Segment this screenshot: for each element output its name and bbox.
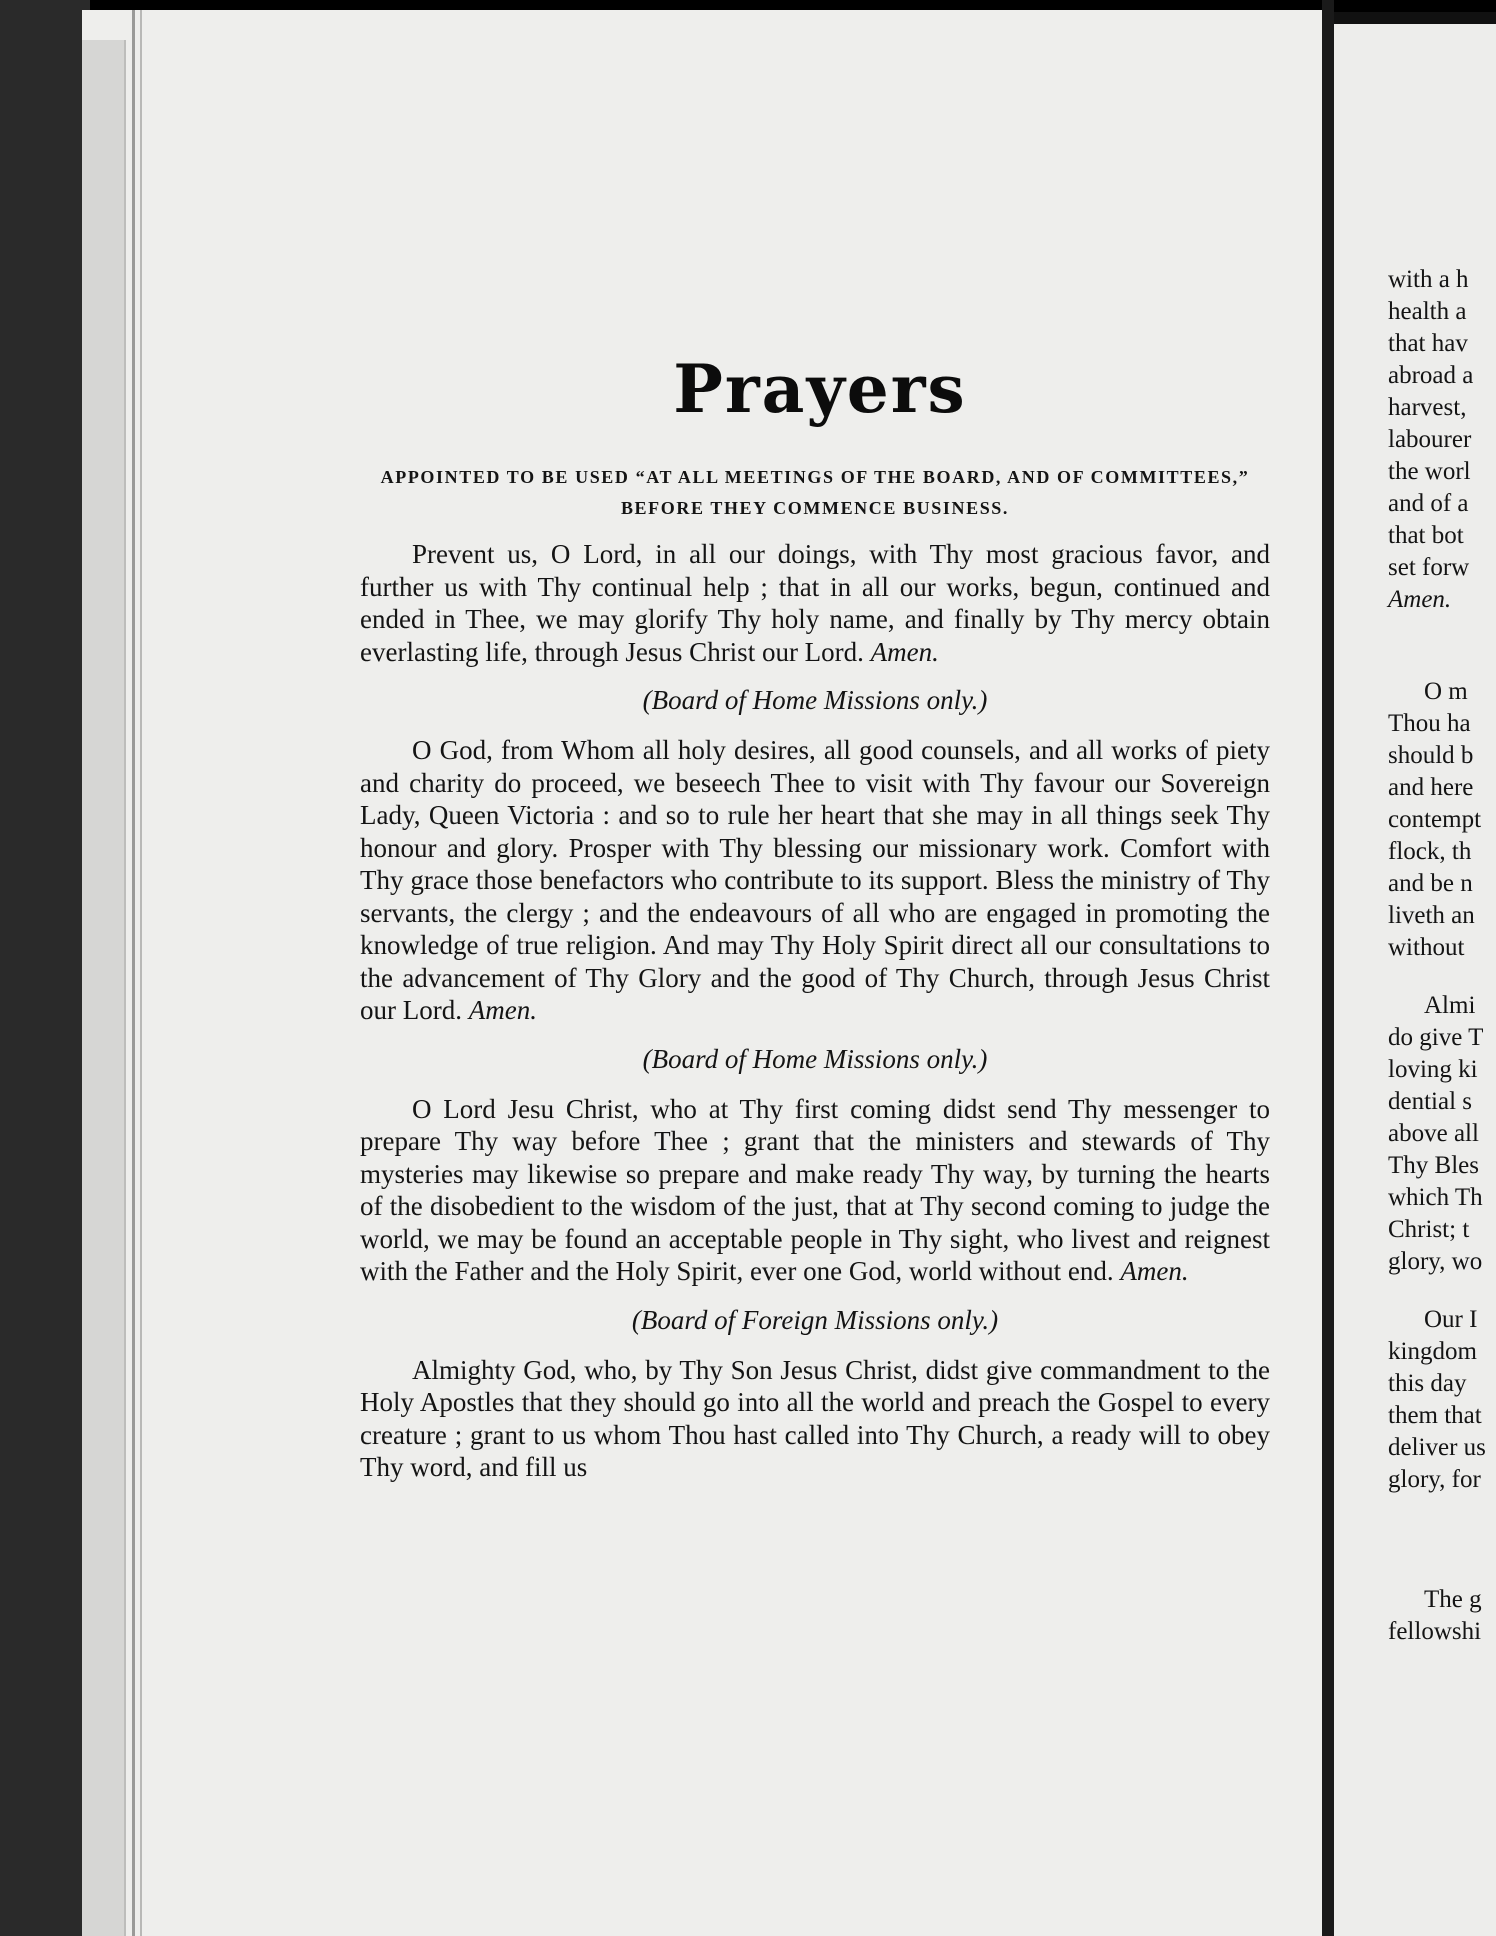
prayer-text (360, 734, 1270, 1027)
page-title: Prayers (673, 350, 967, 428)
prayer-body: O God, from Whom all holy desires, all good counsels, and all works of piety and charity do proceed, we beseech Thee to visit with Thy favour our Sovereign Lady, Queen Victoria : and so to rule her heart that she may in all things seek Thy honour and glory. Prosper with Thy blessing our missionary work. Comfort with Thy grace those benefactors who contribute to its support. Bless the ministry of Thy servants, the clergy ; and the endeavours of all who are engaged in promoting the knowledge of true religion. And may Thy Holy Spirit direct all our consultations to the advancement of Thy Glory and the good of Thy Church, through Jesus Christ our Lord. (360, 735, 1270, 1025)
page-edge-line (132, 10, 135, 1936)
facing-line: Christ; t (1388, 1216, 1470, 1243)
prayer-text (360, 1354, 1270, 1484)
facing-line: liveth an (1388, 902, 1475, 929)
facing-line: this day (1388, 1370, 1467, 1397)
facing-line: without (1388, 934, 1465, 961)
facing-line: that bot (1388, 522, 1464, 549)
facing-line: glory, for (1388, 1466, 1481, 1493)
facing-line: do give T (1388, 1024, 1484, 1051)
prayer-body: Almighty God, who, by Thy Son Jesus Christ, didst give commandment to the Holy Apostles that they should go into all the world and preach the Gospel to every creature ; grant to us whom Thou hast called into Thy Church, a ready will to obey Thy word, and fill us (360, 1354, 1270, 1482)
prayer-heading: (Board of Foreign Missions only.) (631, 1304, 999, 1335)
prayer-text (360, 538, 1270, 668)
prayer (360, 1043, 1270, 1288)
facing-line: O m (1424, 678, 1468, 705)
facing-line: contempt (1388, 806, 1482, 833)
facing-line: above all (1388, 1120, 1479, 1147)
facing-line: set forw (1388, 554, 1470, 581)
book-gutter (1322, 0, 1334, 1936)
right-page (1334, 24, 1496, 1936)
prayers-page-content (360, 350, 1270, 1484)
scan-border-left (0, 0, 90, 1936)
prayer-text (360, 1093, 1270, 1288)
facing-line: glory, wo (1388, 1248, 1483, 1275)
prayer (360, 684, 1270, 1027)
facing-line: them that (1388, 1402, 1482, 1429)
amen: Amen. (468, 995, 537, 1025)
facing-line: loving ki (1388, 1056, 1478, 1083)
facing-line: Amen. (1388, 586, 1452, 613)
book-page-edges (82, 40, 126, 1936)
amen: Amen. (870, 636, 939, 667)
prayer-body: Prevent us, O Lord, in all our doings, with Thy most gracious favor, and further us with Thy continual help ; that in all our works, begun, continued and ended in Thee, we may glorify Thy holy name, and finally by Thy mercy obtain everlasting life, through Jesus Christ our Lord. (360, 539, 1270, 667)
amen: Amen. (1120, 1256, 1189, 1286)
prayer (360, 1304, 1270, 1484)
prayer (360, 538, 1270, 668)
facing-line: fellowshi (1388, 1618, 1482, 1645)
facing-line: with a h (1388, 266, 1469, 293)
prayer-heading: (Board of Home Missions only.) (642, 685, 988, 715)
facing-line: The g (1424, 1586, 1482, 1613)
facing-line: labourer (1388, 426, 1472, 453)
facing-line: kingdom (1388, 1338, 1477, 1365)
facing-line: the worl (1388, 458, 1471, 485)
facing-line: that hav (1388, 330, 1468, 357)
facing-line: Thou ha (1388, 710, 1471, 737)
page-subtitle: APPOINTED TO BE USED “AT ALL MEETINGS OF THE BOARD, AND OF COMMITTEES,” BEFORE THEY COMMENCE BUSINESS. (380, 467, 1250, 518)
facing-line: and of a (1388, 490, 1469, 517)
facing-line: health a (1388, 298, 1467, 325)
facing-line: deliver us (1388, 1434, 1486, 1461)
prayer-heading: (Board of Home Missions only.) (642, 1043, 988, 1074)
facing-line: flock, th (1388, 838, 1472, 865)
prayer-body: O Lord Jesu Christ, who at Thy first coming didst send Thy messenger to prepare Thy way before Thee ; grant that the ministers and stewards of Thy mysteries may likewise so prepare and make ready Thy way, by turning the hearts of the disobedient to the wisdom of the just, that at Thy second coming to judge the world, we may be found an acceptable people in Thy sight, who livest and reignest with the Father and the Holy Spirit, ever one God, world without end. (360, 1093, 1270, 1286)
facing-line: Thy Bles (1388, 1152, 1479, 1179)
facing-line: dential s (1388, 1088, 1473, 1115)
facing-line: which Th (1388, 1184, 1483, 1211)
facing-line: harvest, (1388, 394, 1467, 421)
facing-line: and be n (1388, 870, 1473, 897)
facing-page-text (1388, 264, 1496, 1648)
facing-line: Almi (1424, 992, 1476, 1019)
facing-line: Our I (1424, 1306, 1478, 1333)
page-edge-line (140, 10, 142, 1936)
facing-line: abroad a (1388, 362, 1474, 389)
facing-line: and here (1388, 774, 1474, 801)
facing-line: should b (1388, 742, 1474, 769)
